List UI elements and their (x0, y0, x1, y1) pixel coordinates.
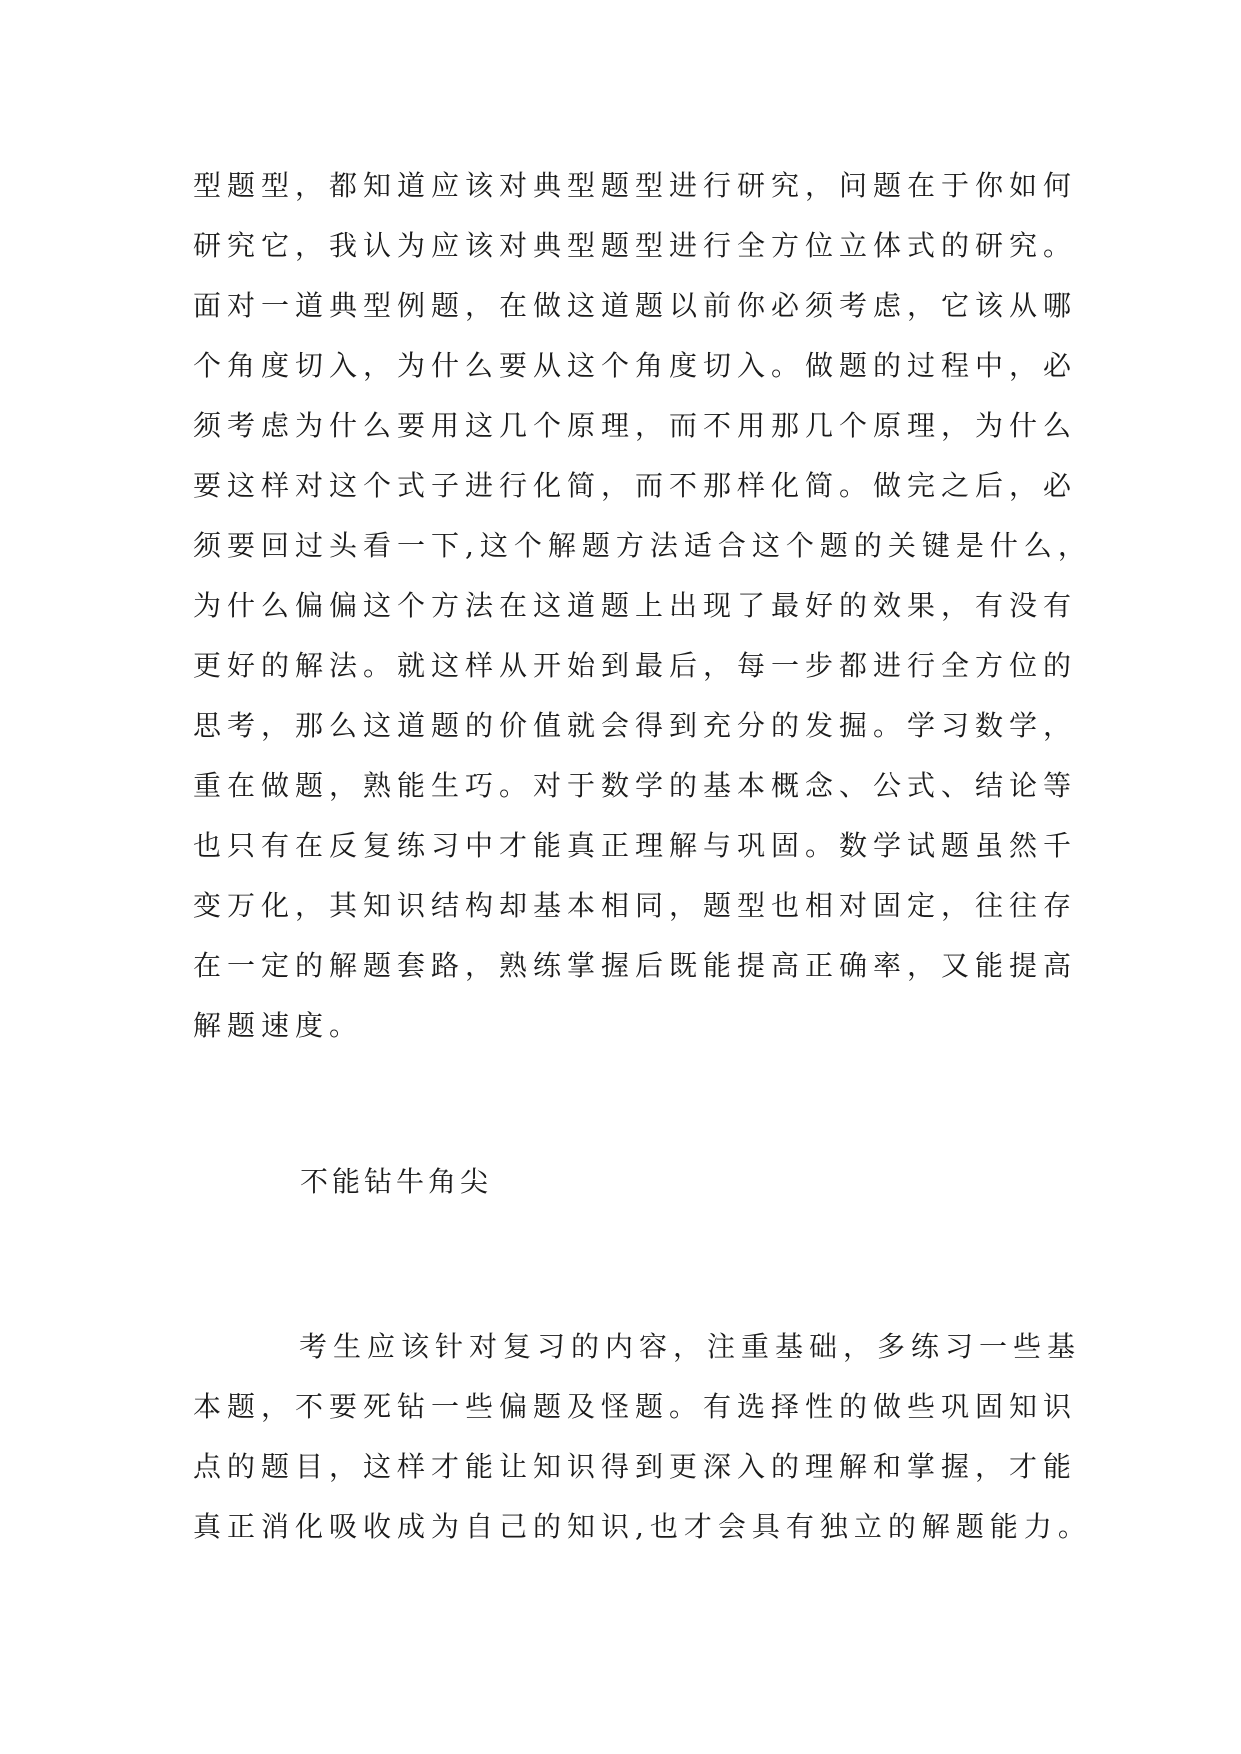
paragraph-line: 考生应该针对复习的内容，注重基础，多练习一些基 (299, 1330, 1082, 1363)
paragraph-line: 本题，不要死钻一些偏题及怪题。有选择性的做些巩固知识 (193, 1390, 1078, 1423)
paragraph-line: 个角度切入，为什么要从这个角度切入。做题的过程中，必 (193, 349, 1078, 382)
paragraph-line: 研究它，我认为应该对典型题型进行全方位立体式的研究。 (193, 229, 1078, 262)
paragraph-line: 型题型，都知道应该对典型题型进行研究，问题在于你如何 (193, 169, 1078, 202)
paragraph-line: 重在做题，熟能生巧。对于数学的基本概念、公式、结论等 (193, 769, 1078, 802)
paragraph-line: 解题速度。 (193, 1009, 364, 1042)
paragraph-line: 也只有在反复练习中才能真正理解与巩固。数学试题虽然千 (193, 829, 1078, 862)
paragraph-line: 更好的解法。就这样从开始到最后，每一步都进行全方位的 (193, 649, 1078, 682)
paragraph-line: 点的题目，这样才能让知识得到更深入的理解和掌握，才能 (193, 1450, 1078, 1483)
paragraph-focus-on-basics (193, 1317, 1092, 1557)
paragraph-line: 真正消化吸收成为自己的知识,也才会具有独立的解题能力。 (193, 1510, 1092, 1543)
paragraph-line: 须考虑为什么要用这几个原理，而不用那几个原理，为什么 (193, 409, 1078, 442)
paragraph-line: 变万化，其知识结构却基本相同，题型也相对固定，往往存 (193, 889, 1078, 922)
paragraph-study-typical-problems (193, 156, 1092, 1056)
paragraph-line: 在一定的解题套路，熟练掌握后既能提高正确率，又能提高 (193, 949, 1078, 982)
paragraph-line: 要这样对这个式子进行化简，而不那样化简。做完之后，必 (193, 469, 1078, 502)
paragraph-line: 为什么偏偏这个方法在这道题上出现了最好的效果，有没有 (193, 589, 1078, 622)
paragraph-line: 须要回过头看一下,这个解题方法适合这个题的关键是什么， (193, 529, 1092, 562)
paragraph-line: 面对一道典型例题，在做这道题以前你必须考虑，它该从哪 (193, 289, 1078, 322)
paragraph-line: 思考，那么这道题的价值就会得到充分的发掘。学习数学， (193, 709, 1078, 742)
section-heading: 不能钻牛角尖 (300, 1165, 493, 1198)
